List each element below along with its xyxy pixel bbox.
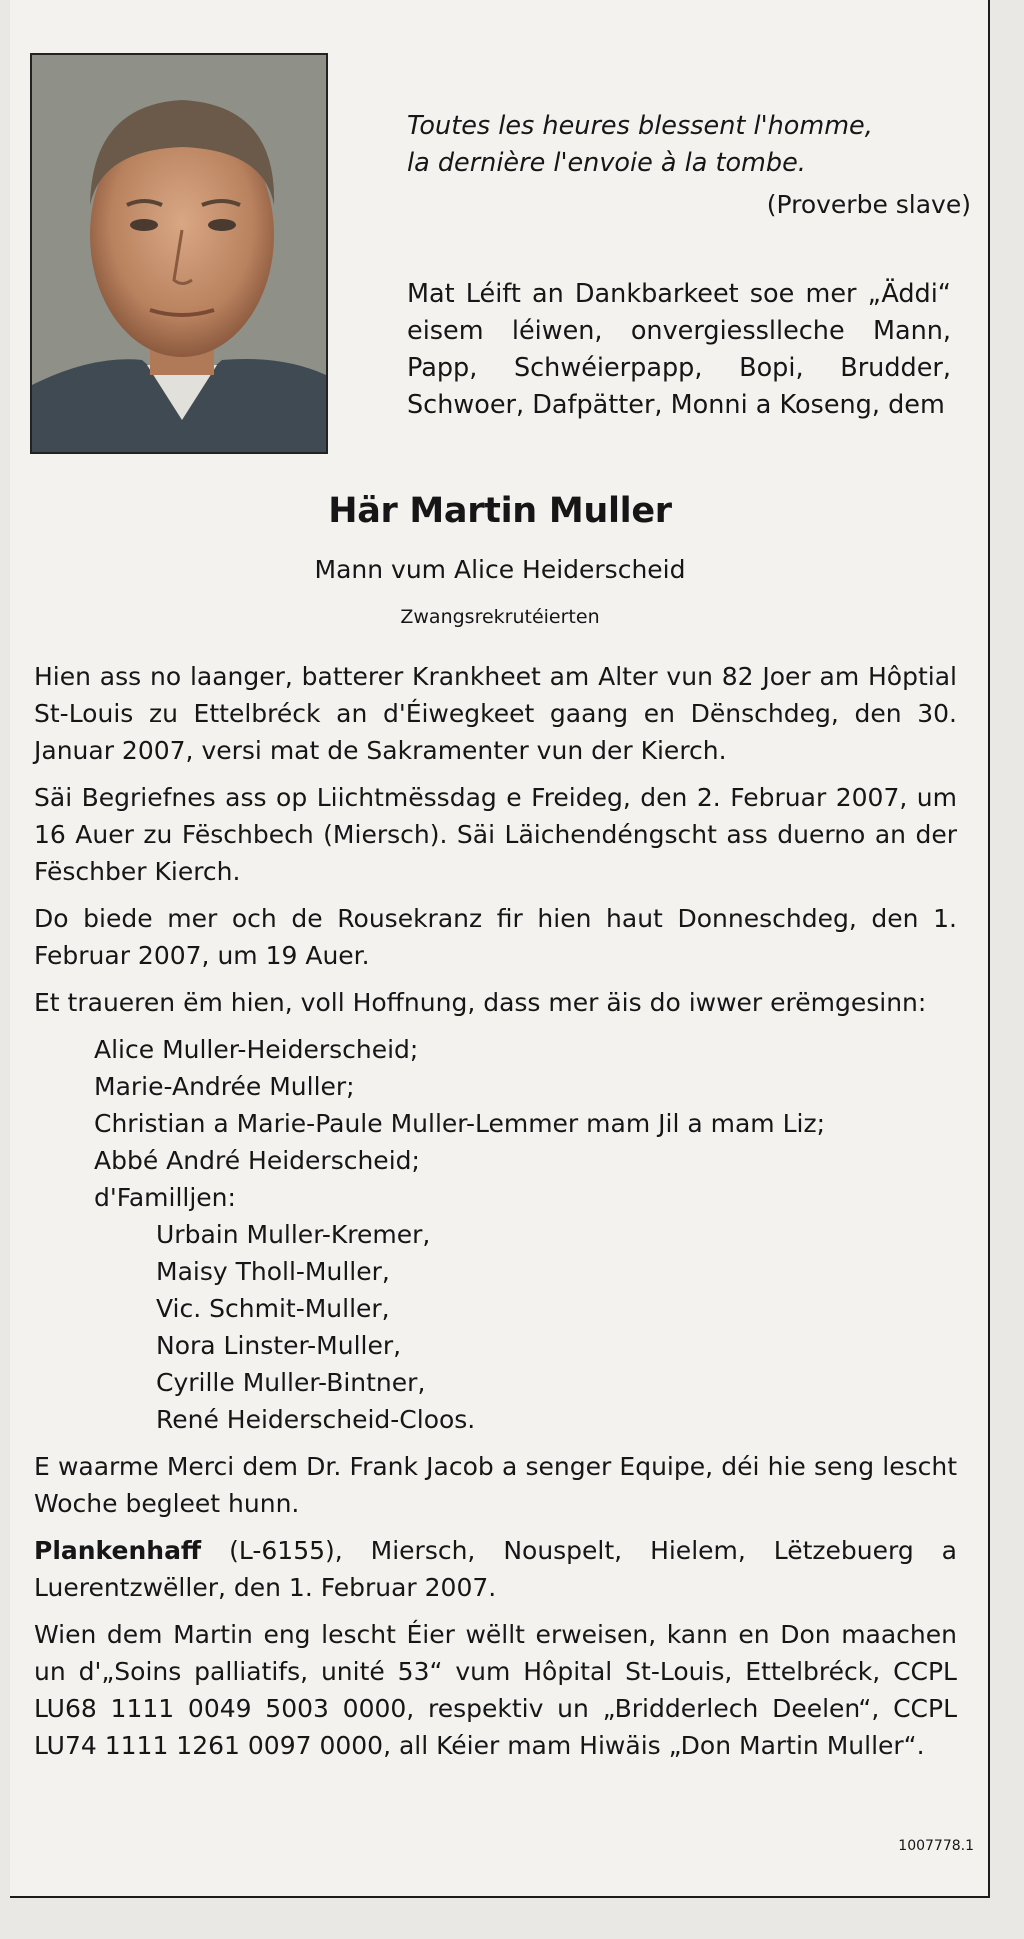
mourners-list <box>34 1031 957 1438</box>
family-item: Nora Linster-Muller, <box>156 1331 402 1360</box>
proverb-quote <box>407 108 967 182</box>
quote-attribution: (Proverbe slave) <box>766 190 971 219</box>
mourner-item: Abbé André Heiderscheid; <box>94 1146 420 1175</box>
title-line: Zwangsrekrutéierten <box>400 606 600 628</box>
place-name: Plankenhaff <box>34 1536 202 1565</box>
obituary-notice <box>10 0 990 1898</box>
family-item: Cyrille Muller-Bintner, <box>156 1368 426 1397</box>
rosary-paragraph: Do biede mer och de Rousekranz fir hien haut Donneschdeg, den 1. Februar 2007, um 19 Auer. <box>34 904 957 970</box>
mourner-item: Alice Muller-Heiderscheid; <box>94 1035 419 1064</box>
funeral-paragraph: Säi Begriefnes ass op Liichtmëssdag e Freideg, den 2. Februar 2007, um 16 Auer zu Fëschbech (Miersch). Säi Läichendéngscht ass duerno an der Fëschber Kierch. <box>34 783 957 886</box>
deceased-name: Här Martin Muller <box>328 491 672 531</box>
spouse-line: Mann vum Alice Heiderscheid <box>314 555 686 584</box>
quote-line-1: Toutes les heures blessent l'homme, <box>407 111 873 141</box>
family-item: Urbain Muller-Kremer, <box>156 1220 431 1249</box>
mourner-item: Christian a Marie-Paule Muller-Lemmer mam Jil a mam Liz; <box>94 1109 825 1138</box>
place-rest: (L-6155), Miersch, Nouspelt, Hielem, Lëtzebuerg a Luerentzwëller, den 1. Februar 2007. <box>34 1536 957 1602</box>
thanks-paragraph: E waarme Merci dem Dr. Frank Jacob a senger Equipe, déi hie seng lescht Woche begleet hunn. <box>34 1452 957 1518</box>
portrait-photo <box>30 53 328 454</box>
reference-number: 1007778.1 <box>898 1838 974 1854</box>
donation-paragraph: Wien dem Martin eng lescht Éier wëllt erweisen, kann en Don maachen un d'„Soins palliatifs, unité 53“ vum Hôpital St-Louis, Ettelbréck, CCPL LU68 1111 0049 5003 0000, respektiv un „Bridderlech Deelen“, CCPL LU74 1111 1261 0097 0000, all Kéier mam Hiwäis „Don Martin Muller“. <box>34 1620 957 1760</box>
mourner-item: d'Familljen: <box>94 1183 236 1212</box>
mourn-intro: Et traueren ëm hien, voll Hoffnung, dass mer äis do iwwer erëmgesinn: <box>34 988 927 1017</box>
mourner-item: Marie-Andrée Muller; <box>94 1072 355 1101</box>
death-paragraph: Hien ass no laanger, batterer Krankheet am Alter vun 82 Joer am Hôptial St-Louis zu Ettelbréck an d'Éiwegkeet gaang en Dënschdeg, den 30. Januar 2007, versi mat de Sakramenter vun der Kierch. <box>34 662 957 765</box>
intro-text: Mat Léift an Dankbarkeet soe mer „Äddi“ eisem léiwen, onvergiesslleche Mann, Papp, Schwéierpapp, Bopi, Brudder, Schwoer, Dafpätter, Monni a Koseng, dem <box>407 279 951 420</box>
family-item: Vic. Schmit-Muller, <box>156 1294 390 1323</box>
place-date-paragraph <box>34 1532 957 1606</box>
family-item: Maisy Tholl-Muller, <box>156 1257 390 1286</box>
family-item: René Heiderscheid-Cloos. <box>156 1405 476 1434</box>
quote-line-2: la dernière l'envoie à la tombe. <box>407 148 806 178</box>
notice-body <box>34 658 957 1774</box>
